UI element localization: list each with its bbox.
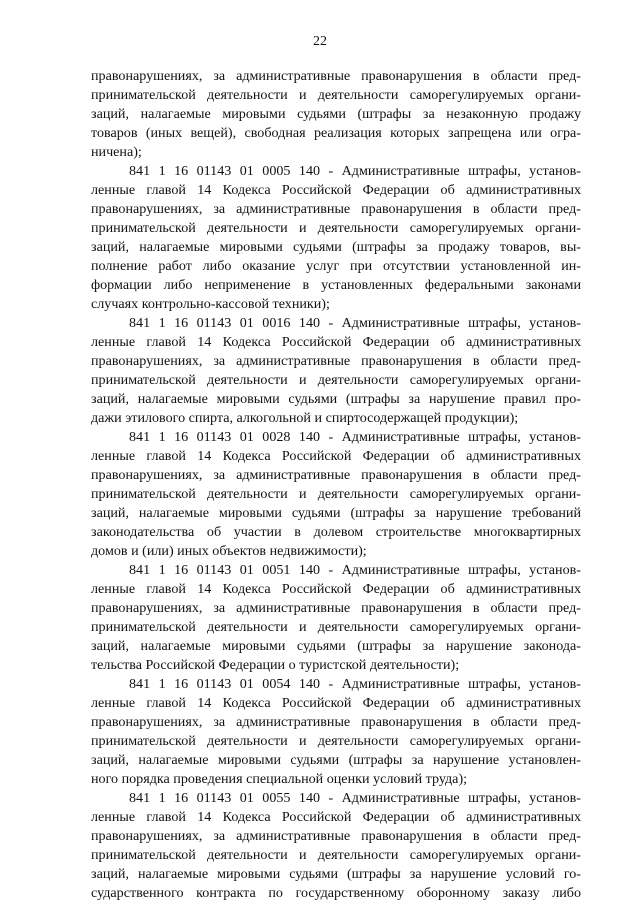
text-line: ленные главой 14 Кодекса Российской Федерации об административных xyxy=(91,695,581,711)
text-line: заций, налагаемые мировыми судьями (штрафы за продажу товаров, вы- xyxy=(91,239,581,255)
text-line: формации либо неприменение в установленных федеральными законами xyxy=(91,277,581,293)
text-line: правонарушениях, за административные правонарушения в области пред- xyxy=(91,600,581,616)
text-line: ленные главой 14 Кодекса Российской Федерации об административных xyxy=(91,809,581,825)
text-line: товаров (иных вещей), свободная реализация которых запрещена или огра- xyxy=(91,125,581,141)
text-line: 841 1 16 01143 01 0005 140 - Административные штрафы, установ- xyxy=(129,163,581,179)
text-line: ленные главой 14 Кодекса Российской Федерации об административных xyxy=(91,581,581,597)
text-line: 841 1 16 01143 01 0055 140 - Административные штрафы, установ- xyxy=(129,790,581,806)
paragraph xyxy=(91,314,581,428)
text-line: принимательской деятельности и деятельности саморегулируемых органи- xyxy=(91,733,581,749)
text-line: дажи этилового спирта, алкогольной и спиртосодержащей продукции); xyxy=(91,410,519,426)
text-line: тельства Российской Федерации о туристской деятельности); xyxy=(91,657,460,673)
text-line: 841 1 16 01143 01 0051 140 - Административные штрафы, установ- xyxy=(129,562,581,578)
text-line: 841 1 16 01143 01 0016 140 - Административные штрафы, установ- xyxy=(129,315,581,331)
paragraph xyxy=(91,789,581,903)
text-line: заций, налагаемые мировыми судьями (штрафы за незаконную продажу xyxy=(91,106,581,122)
page-number: 22 xyxy=(313,34,327,49)
text-line: законодательства об участии в долевом строительстве многоквартирных xyxy=(91,524,581,540)
text-line: ленные главой 14 Кодекса Российской Федерации об административных xyxy=(91,182,581,198)
text-line: ничена); xyxy=(91,144,142,160)
paragraph xyxy=(91,162,581,314)
text-line: ленные главой 14 Кодекса Российской Федерации об административных xyxy=(91,334,581,350)
text-line: полнение работ либо оказание услуг при отсутствии установленной ин- xyxy=(91,258,581,274)
text-line: случаях контрольно-кассовой техники); xyxy=(91,296,330,312)
text-line: принимательской деятельности и деятельности саморегулируемых органи- xyxy=(91,847,581,863)
text-line: принимательской деятельности и деятельности саморегулируемых органи- xyxy=(91,372,581,388)
text-line: сударственного контракта по государственному оборонному заказу либо xyxy=(91,885,581,901)
paragraph xyxy=(91,428,581,561)
paragraph xyxy=(91,675,581,789)
text-line: заций, налагаемые мировыми судьями (штрафы за нарушение законода- xyxy=(91,638,581,654)
paragraph xyxy=(91,561,581,675)
text-line: заций, налагаемые мировыми судьями (штрафы за нарушение условий го- xyxy=(91,866,581,882)
text-line: 841 1 16 01143 01 0054 140 - Административные штрафы, установ- xyxy=(129,676,581,692)
text-line: принимательской деятельности и деятельности саморегулируемых органи- xyxy=(91,619,581,635)
text-line: принимательской деятельности и деятельности саморегулируемых органи- xyxy=(91,220,581,236)
text-line: домов и (или) иных объектов недвижимости); xyxy=(91,543,367,559)
text-line: ного порядка проведения специальной оценки условий труда); xyxy=(91,771,468,787)
text-line: 841 1 16 01143 01 0028 140 - Административные штрафы, установ- xyxy=(129,429,581,445)
paragraph xyxy=(91,67,581,162)
text-line: принимательской деятельности и деятельности саморегулируемых органи- xyxy=(91,87,581,103)
text-line: заций, налагаемые мировыми судьями (штрафы за нарушение требований xyxy=(91,505,581,521)
text-line: правонарушениях, за административные правонарушения в области пред- xyxy=(91,353,581,369)
document-body xyxy=(91,67,581,903)
text-line: правонарушениях, за административные правонарушения в области пред- xyxy=(91,828,581,844)
text-line: правонарушениях, за административные правонарушения в области пред- xyxy=(91,467,581,483)
text-line: правонарушениях, за административные правонарушения в области пред- xyxy=(91,714,581,730)
text-line: заций, налагаемые мировыми судьями (штрафы за нарушение правил про- xyxy=(91,391,581,407)
text-line: правонарушениях, за административные правонарушения в области пред- xyxy=(91,201,581,217)
text-line: ленные главой 14 Кодекса Российской Федерации об административных xyxy=(91,448,581,464)
text-line: заций, налагаемые мировыми судьями (штрафы за нарушение установлен- xyxy=(91,752,581,768)
text-line: принимательской деятельности и деятельности саморегулируемых органи- xyxy=(91,486,581,502)
text-line: правонарушениях, за административные правонарушения в области пред- xyxy=(91,68,581,84)
